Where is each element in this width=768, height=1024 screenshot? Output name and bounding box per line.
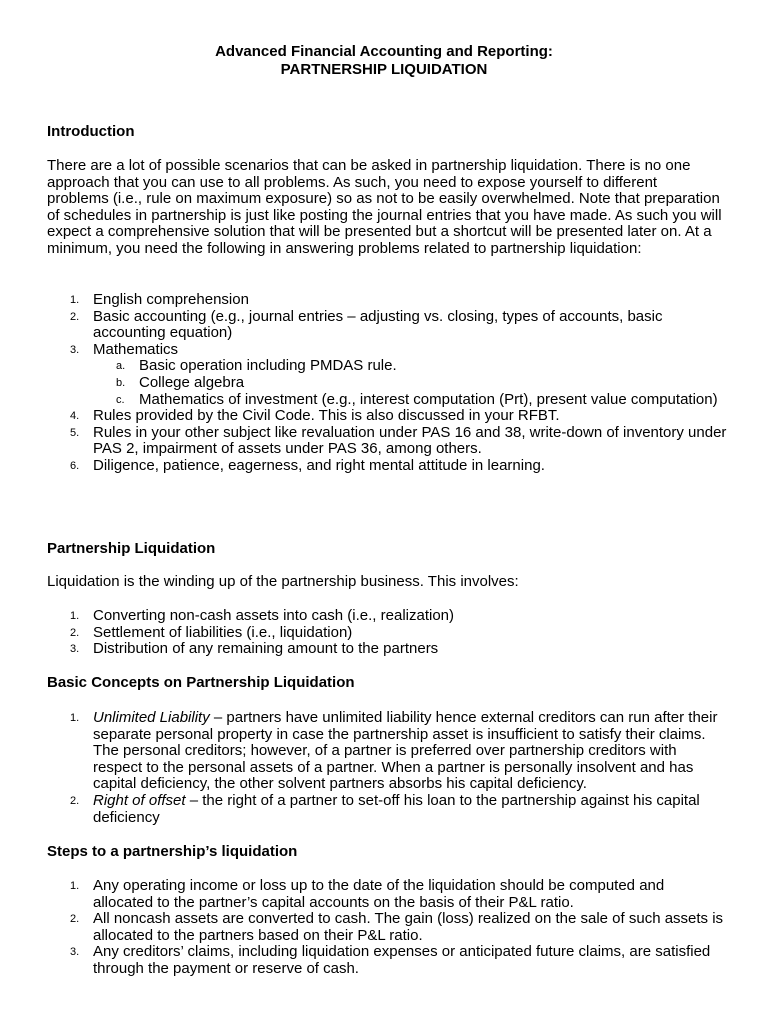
list-number: 3.	[70, 643, 80, 656]
list-item-text: All noncash assets are converted to cash. The gain (loss) realized on the sale of such assets is allocated to the partners based on their P&L ratio.	[93, 910, 724, 944]
list-item	[0, 944, 768, 977]
list-item	[0, 309, 768, 342]
list-item	[0, 458, 768, 475]
concept-term: Unlimited Liability	[93, 709, 210, 726]
list-item	[0, 608, 768, 625]
list-item	[0, 710, 768, 793]
liquidation-paragraph: Liquidation is the winding up of the partnership business. This involves:	[47, 573, 519, 590]
list-item	[0, 793, 768, 826]
list-item-text: Rules provided by the Civil Code. This is also discussed in your RFBT.	[93, 407, 560, 425]
sublist-item	[93, 358, 728, 375]
sublist-item-text: College algebra	[139, 373, 245, 391]
liquidation-list	[0, 608, 768, 658]
concept-text: – the right of a partner to set-off his loan to the partnership against his capital deficiency	[93, 791, 700, 826]
list-number: 1.	[70, 294, 80, 306]
list-number: 2.	[70, 794, 80, 807]
document-title-line-2: PARTNERSHIP LIQUIDATION	[280, 61, 488, 78]
steps-list	[0, 878, 768, 978]
steps-heading: Steps to a partnership’s liquidation	[47, 843, 298, 860]
list-number: 4.	[70, 410, 80, 423]
list-item-text: Converting non-cash assets into cash (i.e., realization)	[93, 607, 455, 624]
list-item	[0, 408, 768, 425]
list-number: 3.	[70, 946, 80, 959]
list-item	[0, 878, 768, 911]
list-number: 3.	[70, 343, 80, 356]
liquidation-heading: Partnership Liquidation	[47, 540, 216, 557]
sublist-item-text: Basic operation including PMDAS rule.	[139, 357, 397, 375]
sublist-item	[93, 392, 728, 409]
introduction-paragraph: There are a lot of possible scenarios that can be asked in partnership liquidation. There is no one approach that you can use to all problems. As such, you need to expose yourself to different problems (i.e., rule on maximum exposure) so as not to be easily overwhelmed. Note that preparation of schedules in partnership is just like posting the journal entries that you have made. As such you will expect a comprehensive solution that will be presented but a shortcut will be presented later on. At a minimum, you need the following in answering problems related to partnership liquidation:	[47, 157, 722, 257]
list-item-text: Any operating income or loss up to the date of the liquidation should be computed and allocated to the partner’s capital accounts on the basis of their P&L ratio.	[93, 877, 665, 911]
concept-term: Right of offset	[93, 791, 186, 809]
list-item	[0, 625, 768, 642]
list-number: 2.	[70, 626, 80, 639]
concepts-list	[0, 710, 768, 826]
list-number: 1.	[70, 880, 80, 892]
list-item-text: Any creditors’ claims, including liquidation expenses or anticipated future claims, are satisfied through the payment or reserve of cash.	[93, 943, 711, 977]
list-number: 6.	[70, 459, 80, 472]
list-item-text: Rules in your other subject like revaluation under PAS 16 and 38, write-down of inventory under PAS 2, impairment of assets under PAS 36, among others.	[93, 423, 727, 458]
concepts-heading: Basic Concepts on Partnership Liquidation	[47, 674, 355, 691]
list-item-text: Distribution of any remaining amount to the partners	[93, 640, 439, 658]
list-number: 2.	[70, 913, 80, 926]
list-number: 2.	[70, 310, 80, 323]
list-item-text: Mathematics	[93, 340, 179, 358]
introduction-heading: Introduction	[47, 123, 135, 140]
sublist-letter: c.	[116, 393, 125, 406]
sublist-letter: a.	[116, 360, 126, 373]
concept-text: – partners have unlimited liability hence external creditors can run after their separate personal property in case the partnership asset is insufficient to satisfy their claims. The personal creditors; however, of a partner is preferred over partnership creditors with respect to the personal assets of a partner. When a partner is personally insolvent and has capital deficiency, the other solvent partners absorbs his capital deficiency.	[93, 709, 718, 793]
list-item	[0, 292, 768, 309]
list-item-text: English comprehension	[93, 291, 249, 308]
introduction-list	[0, 292, 768, 475]
list-item-text: Basic accounting (e.g., journal entries – adjusting vs. closing, types of accounts, basic accounting equation)	[93, 307, 663, 342]
list-item	[0, 911, 768, 944]
list-item	[0, 342, 768, 408]
list-number: 1.	[70, 712, 80, 724]
mathematics-sublist	[93, 358, 728, 408]
list-number: 5.	[70, 426, 80, 439]
document-title-line-1: Advanced Financial Accounting and Reporting:	[215, 43, 553, 60]
list-item	[0, 425, 768, 458]
list-item-text: Diligence, patience, eagerness, and right mental attitude in learning.	[93, 456, 545, 474]
list-item-text: Settlement of liabilities (i.e., liquidation)	[93, 623, 353, 641]
list-number: 1.	[70, 610, 80, 622]
sublist-letter: b.	[116, 376, 126, 389]
sublist-item	[93, 375, 728, 392]
sublist-item-text: Mathematics of investment (e.g., interest computation (Prt), present value computation)	[139, 390, 718, 408]
list-item	[0, 641, 768, 658]
